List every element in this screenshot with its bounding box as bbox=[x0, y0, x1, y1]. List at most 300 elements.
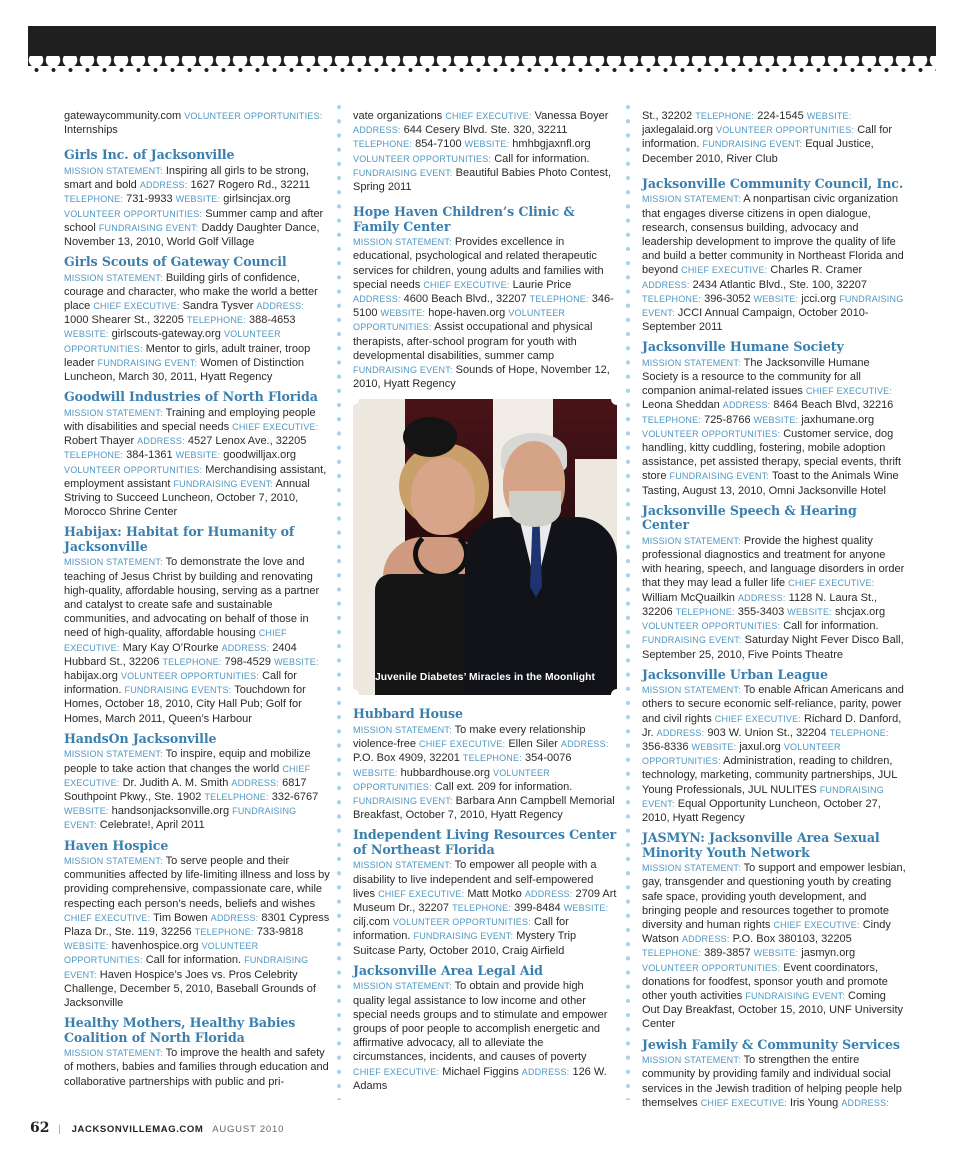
field-label: TELEPHONE: bbox=[695, 111, 755, 121]
page-number: 62 bbox=[30, 1120, 50, 1136]
field-label: WEBSITE: bbox=[753, 293, 799, 304]
field-value: havenhospice.org bbox=[108, 940, 202, 953]
org-details bbox=[353, 858, 617, 957]
field-value: To make every relationship violence-free bbox=[353, 723, 586, 751]
field-label: TELEPHONE: bbox=[64, 194, 124, 205]
woman-face bbox=[411, 457, 475, 535]
field-label: WEBSITE: bbox=[175, 450, 221, 461]
org-entry bbox=[64, 525, 330, 725]
org-details bbox=[64, 555, 330, 725]
field-value: Touchdown for Homes, October 18, 2010, City Hall Pub; Golf for Homes, March 2011, Queen’s Harbour bbox=[64, 684, 306, 725]
field-label: ADDRESS: bbox=[841, 1097, 889, 1108]
footer-divider: | bbox=[58, 1124, 61, 1135]
field-label: MISSION STATEMENT: bbox=[642, 863, 741, 874]
field-value: 396-3052 bbox=[701, 292, 754, 305]
field-label: CHIEF EXECUTIVE: bbox=[423, 279, 510, 290]
field-value: Laurie Price bbox=[509, 278, 572, 291]
continued-text bbox=[64, 109, 330, 137]
field-label: VOLUNTEER OPPORTUNITIES: bbox=[642, 962, 781, 973]
field-value: Ellen Siler bbox=[505, 738, 561, 751]
field-label: ADDRESS: bbox=[560, 739, 609, 750]
field-label: TELEPHONE: bbox=[829, 727, 889, 738]
org-entry bbox=[353, 828, 617, 957]
page-footer bbox=[30, 1120, 284, 1136]
org-details bbox=[353, 979, 617, 1093]
field-value: St., 32202 bbox=[642, 110, 696, 122]
field-label: ADDRESS: bbox=[256, 301, 305, 312]
field-label: CHIEF EXECUTIVE: bbox=[64, 912, 151, 923]
field-label: CHIEF EXECUTIVE: bbox=[773, 920, 860, 931]
org-name: Goodwill Industries of North Florida bbox=[64, 389, 318, 405]
field-value: P.O. Box 380103, 32205 bbox=[729, 933, 852, 946]
org-entry bbox=[64, 732, 330, 833]
photo-corner-notch bbox=[611, 399, 617, 405]
org-name: Jacksonville Community Council, Inc. bbox=[642, 175, 904, 191]
field-label: WEBSITE: bbox=[175, 194, 221, 205]
field-value: 2434 Atlantic Blvd., Ste. 100, 32207 bbox=[689, 278, 867, 291]
field-label: MISSION STATEMENT: bbox=[64, 272, 163, 283]
field-value: 389-3857 bbox=[701, 947, 754, 960]
org-details bbox=[64, 747, 330, 832]
org-entry bbox=[642, 668, 906, 826]
org-name: Jacksonville Area Legal Aid bbox=[353, 962, 543, 978]
field-value: Building girls of confidence, courage and character, who make the world a better place bbox=[64, 271, 318, 313]
field-value: 346-5100 bbox=[353, 293, 614, 320]
field-label: FUNDRAISING EVENT: bbox=[64, 955, 309, 980]
field-value: 388-4653 bbox=[245, 314, 296, 327]
field-value: 4600 Beach Blvd., 32207 bbox=[400, 293, 530, 306]
entry-list bbox=[642, 177, 906, 1110]
field-label: WEBSITE: bbox=[691, 742, 737, 753]
field-label: CHIEF EXECUTIVE: bbox=[419, 739, 506, 750]
field-label: FUNDRAISING EVENT: bbox=[642, 635, 742, 646]
org-name: Girls Scouts of Gateway Council bbox=[64, 254, 287, 270]
field-label: ADDRESS: bbox=[524, 888, 573, 899]
field-label: FUNDRAISING EVENT: bbox=[745, 991, 845, 1002]
field-value: Provides excellence in educational, psychological and related therapeutic services for children, young adults and families with special needs bbox=[353, 236, 604, 291]
field-value: hubbardhouse.org bbox=[397, 766, 494, 779]
org-entry bbox=[353, 205, 617, 391]
entry-list bbox=[353, 205, 617, 391]
field-value: To serve people and their communities affected by life-limiting illness and loss by providing comprehensive, compassionate care, while respecting each person’s needs, beliefs and wishes bbox=[64, 855, 330, 910]
field-value: Call for information. bbox=[64, 670, 297, 697]
field-label: MISSION STATEMENT: bbox=[353, 981, 452, 992]
field-label: MISSION STATEMENT: bbox=[642, 685, 741, 696]
org-details bbox=[642, 356, 906, 498]
header-scallop-edge bbox=[28, 56, 936, 76]
field-value: Toast to the Animals Wine Tasting, August 13, 2010, Omni Jacksonville Hotel bbox=[642, 470, 899, 497]
field-value: hope-haven.org bbox=[425, 307, 509, 320]
org-name: Jacksonville Speech & Hearing Center bbox=[642, 502, 857, 533]
field-label: TELEPHONE: bbox=[64, 450, 124, 461]
field-label: MISSION STATEMENT: bbox=[353, 860, 452, 871]
org-details bbox=[642, 192, 906, 334]
field-value: 798-4529 bbox=[221, 655, 275, 668]
org-name: Girls Inc. of Jacksonville bbox=[64, 147, 235, 163]
field-value: Customer service, dog handling, kitty cuddling, fostering, mobile adoption assistance, pet assisted therapy, special events, thrift store bbox=[642, 427, 902, 483]
continued-text bbox=[642, 109, 906, 166]
field-value: 644 Cesery Blvd. Ste. 320, 32211 bbox=[400, 124, 568, 137]
field-value: To obtain and provide high quality legal assistance to low income and other special needs groups and to stimulate and empower groups of poor people to accomplish energetic and affirmative advocacy, all to alleviate the circumstances, incidents, and causes of poverty bbox=[353, 980, 608, 1064]
field-label: ADDRESS: bbox=[210, 912, 259, 923]
field-value: Equal Justice, December 2010, River Club bbox=[642, 138, 874, 165]
field-label: VOLUNTEER OPPORTUNITIES: bbox=[392, 917, 531, 928]
field-label: VOLUNTEER OPPORTUNITIES: bbox=[353, 308, 566, 333]
field-label: CHIEF EXECUTIVE: bbox=[445, 111, 532, 121]
field-label: MISSION STATEMENT: bbox=[64, 749, 163, 760]
field-value: 854-7100 bbox=[412, 138, 465, 151]
field-value: Women of Distinction Luncheon, March 30, 2011, Hyatt Regency bbox=[64, 356, 305, 384]
field-value: Event coordinators, donations for foodfest, sponsor youth and promote other youth activities bbox=[642, 961, 888, 1003]
field-value: Administration, reading to children, technology, marketing, community partnerships, JUL Young Professionals, JUL NULITES bbox=[642, 755, 897, 796]
field-label: TELELPHONE: bbox=[204, 791, 269, 802]
field-value: Call for information. bbox=[491, 152, 590, 165]
field-value: Coming Out Day Breakfast, October 15, 2010, UNF University Center bbox=[642, 990, 904, 1031]
field-label: WEBSITE: bbox=[563, 902, 609, 913]
field-label: ADDRESS: bbox=[737, 592, 786, 603]
field-value: Celebrate!, April 2011 bbox=[96, 819, 205, 832]
field-value: habijax.org bbox=[64, 670, 121, 682]
org-name: Jacksonville Humane Society bbox=[642, 339, 844, 355]
field-value: Richard D. Danford, Jr. bbox=[642, 712, 902, 739]
field-value: 126 W. Adams bbox=[353, 1065, 607, 1092]
org-name: Hubbard House bbox=[353, 706, 463, 722]
field-label: TELEPHONE: bbox=[529, 294, 589, 305]
field-value: 4527 Lenox Ave., 32205 bbox=[184, 435, 307, 448]
field-label: CHIEF EXECUTIVE: bbox=[64, 763, 311, 788]
field-label: CHIEF EXECUTIVE: bbox=[681, 265, 768, 276]
entry-list bbox=[353, 707, 617, 1092]
field-label: TELEPHONE: bbox=[642, 414, 702, 425]
field-value: Summer camp and after school bbox=[64, 207, 324, 234]
field-value: Saturday Night Fever Disco Ball, September 25, 2010, Five Points Theatre bbox=[642, 634, 904, 661]
field-label: CHIEF EXECUTIVE: bbox=[700, 1097, 787, 1108]
field-value: P.O. Box 4909, 32201 bbox=[353, 752, 463, 765]
field-value: gatewaycommunity.com bbox=[64, 110, 185, 122]
field-value: Leona Sheddan bbox=[642, 399, 723, 412]
field-value: Tim Bowen bbox=[150, 911, 211, 924]
field-value: Robert Thayer bbox=[64, 435, 138, 448]
field-label: VOLUNTEER OPPORTUNITIES: bbox=[353, 767, 550, 792]
field-label: TELEPHONE: bbox=[642, 948, 702, 959]
field-label: CHIEF EXECUTIVE: bbox=[64, 628, 287, 653]
field-label: CHIEF EXECUTIVE: bbox=[805, 386, 893, 397]
field-value: 2404 Hubbard St., 32206 bbox=[64, 641, 297, 668]
field-label: TELEPHONE: bbox=[452, 902, 512, 913]
field-value: 332-6767 bbox=[268, 790, 319, 803]
field-label: FUNDRAISING EVENT: bbox=[669, 471, 770, 482]
column-divider-dots bbox=[625, 100, 631, 1100]
field-label: MISSION STATEMENT: bbox=[642, 535, 741, 546]
field-value: Merchandising assistant, employment assistant bbox=[64, 463, 327, 490]
field-value: 399-8484 bbox=[511, 901, 564, 914]
field-label: FUNDRAISING EVENT: bbox=[642, 784, 884, 809]
field-label: WEBSITE: bbox=[464, 139, 510, 150]
footer-site[interactable]: JACKSONVILLEMAG.COM bbox=[71, 1124, 204, 1135]
field-label: ADDRESS: bbox=[521, 1066, 570, 1077]
field-label: WEBSITE: bbox=[753, 948, 799, 959]
photo-corner-notch bbox=[611, 689, 617, 695]
field-value: Provide the highest quality professional diagnostics and treatment for anyone with hearing, speech, and language disorders in order that they may lead a fuller life bbox=[642, 534, 905, 590]
column-1 bbox=[64, 98, 330, 1095]
field-value: Iris Young bbox=[786, 1096, 842, 1109]
field-value: 224-1545 bbox=[754, 110, 807, 122]
field-value: 8464 Beach Blvd, 32216 bbox=[770, 399, 894, 412]
field-value: Call for information. bbox=[642, 124, 893, 151]
field-label: FUNDRAISING EVENT: bbox=[97, 357, 198, 368]
field-value: To inspire, equip and mobilize people to take action that changes the world bbox=[64, 748, 311, 775]
field-label: WEBSITE: bbox=[64, 329, 109, 340]
field-value: Annual Striving to Succeed Luncheon, October 7, 2010, Morocco Shrine Center bbox=[64, 477, 310, 519]
field-label: ADDRESS: bbox=[221, 642, 270, 653]
field-value: Mentor to girls, adult trainer, troop leader bbox=[64, 342, 311, 369]
field-label: VOLUNTEER OPPORTUNITIES: bbox=[120, 671, 260, 681]
field-value: To strengthen the entire community by providing family and individual social services in the Jewish tradition of helping people help themselves bbox=[642, 1054, 902, 1109]
field-value: Michael Figgins bbox=[439, 1065, 522, 1078]
field-value: Cindy Watson bbox=[642, 919, 891, 946]
field-label: FUNDRAISING EVENT: bbox=[353, 365, 453, 376]
field-label: MISSION STATEMENT: bbox=[353, 724, 452, 735]
field-value: Call for information. bbox=[353, 916, 569, 943]
org-name: Jacksonville Urban League bbox=[642, 666, 828, 682]
field-label: ADDRESS: bbox=[231, 777, 280, 788]
field-value: To improve the health and safety of mothers, babies and families through education and collaborative partnerships with public and pri- bbox=[64, 1047, 329, 1088]
field-label: MISSION STATEMENT: bbox=[64, 557, 163, 568]
org-details bbox=[64, 164, 330, 249]
field-value: Haven Hospice’s Joes vs. Pros Celebrity Challenge, December 5, 2010, Baseball Grounds of Jacksonville bbox=[64, 968, 316, 1010]
org-details bbox=[64, 271, 330, 385]
org-name: Jewish Family & Community Services bbox=[642, 1036, 900, 1052]
field-value: jcci.org bbox=[798, 292, 840, 305]
continued-text bbox=[353, 109, 617, 194]
field-value: William McQuailkin bbox=[642, 591, 738, 604]
org-entry bbox=[642, 1038, 906, 1110]
field-value: Sounds of Hope, November 12, 2010, Hyatt Regency bbox=[353, 364, 610, 391]
field-value: To enable African Americans and others to secure economic self-reliance, parity, power and civil rights bbox=[642, 684, 904, 725]
org-entry bbox=[64, 255, 330, 384]
org-name: Habijax: Habitat for Humanity of Jacksonville bbox=[64, 524, 295, 554]
field-label: ADDRESS: bbox=[353, 294, 401, 305]
field-label: VOLUNTEER OPPORTUNITIES: bbox=[642, 428, 781, 439]
field-value: girlscouts-gateway.org bbox=[108, 328, 224, 341]
field-value: JCCI Annual Campaign, October 2010-September 2011 bbox=[642, 306, 869, 334]
column-divider-dots bbox=[336, 100, 342, 1100]
org-name: Hope Haven Children’s Clinic & Family Center bbox=[353, 204, 575, 234]
org-name: JASMYN: Jacksonville Area Sexual Minority Youth Network bbox=[642, 830, 880, 860]
field-label: CHIEF EXECUTIVE: bbox=[788, 578, 875, 589]
field-label: WEBSITE: bbox=[353, 767, 398, 778]
field-label: VOLUNTEER OPPORTUNITIES: bbox=[64, 208, 203, 219]
field-value: goodwilljax.org bbox=[220, 449, 297, 462]
field-value: The Jacksonville Humane Society is a resource to the community for all companion animal-related issues bbox=[642, 356, 870, 398]
field-label: TELEPHONE: bbox=[642, 293, 702, 304]
field-value: 1627 Rogero Rd., 32211 bbox=[187, 179, 311, 192]
field-label: MISSION STATEMENT: bbox=[353, 237, 452, 248]
field-label: TELEPHONE: bbox=[186, 315, 246, 326]
field-label: WEBSITE: bbox=[274, 656, 319, 667]
org-entry bbox=[64, 1016, 330, 1089]
field-value: To support and empower lesbian, gay, transgender and questioning youth by creating safe space, providing youth development, and bringing people and resources together to promote diversity and human rights bbox=[642, 862, 906, 932]
field-label: ADDRESS: bbox=[656, 727, 705, 738]
field-value: 356-8336 bbox=[642, 741, 692, 754]
org-entry bbox=[642, 177, 906, 335]
field-value: girlsincjax.org bbox=[220, 193, 291, 206]
field-value: Call ext. 209 for information. bbox=[431, 780, 573, 793]
org-details bbox=[64, 406, 330, 520]
org-name: Haven Hospice bbox=[64, 837, 169, 853]
field-value: 1000 Shearer St., 32205 bbox=[64, 314, 187, 327]
field-label: FUNDRAISING EVENT: bbox=[353, 167, 453, 178]
field-value: jaxhumane.org bbox=[798, 413, 875, 426]
field-value: Mary Kay O’Rourke bbox=[119, 641, 222, 654]
field-label: FUNDRAISING EVENT: bbox=[642, 293, 904, 318]
field-label: TELEPHONE: bbox=[194, 927, 254, 938]
field-value: Dr. Judith A. M. Smith bbox=[119, 776, 232, 789]
field-value: 731-9933 bbox=[123, 193, 176, 206]
org-entry bbox=[64, 839, 330, 1011]
field-value: 733-9818 bbox=[253, 926, 304, 939]
org-entry bbox=[64, 390, 330, 519]
org-details bbox=[353, 235, 617, 391]
field-label: MISSION STATEMENT: bbox=[64, 856, 163, 867]
field-value: 384-1361 bbox=[123, 449, 176, 462]
org-name: HandsOn Jacksonville bbox=[64, 730, 217, 746]
field-value: 725-8766 bbox=[701, 413, 754, 426]
field-label: FUNDRAISING EVENTS: bbox=[124, 685, 232, 696]
field-value: vate organizations bbox=[353, 110, 446, 122]
field-label: VOLUNTEER OPPORTUNITIES: bbox=[642, 742, 841, 767]
field-value: Daddy Daughter Dance, November 13, 2010, World Golf Village bbox=[64, 221, 320, 248]
org-entry bbox=[642, 831, 906, 1031]
org-entry bbox=[642, 340, 906, 498]
footer-issue-date: AUGUST 2010 bbox=[212, 1124, 285, 1135]
field-label: WEBSITE: bbox=[787, 606, 832, 617]
org-name: Independent Living Resources Center of Northeast Florida bbox=[353, 827, 617, 857]
field-label: CHIEF EXECUTIVE: bbox=[714, 713, 801, 724]
field-label: MISSION STATEMENT: bbox=[64, 407, 163, 418]
field-value: A nonpartisan civic organization that engages diverse citizens in open dialogue, research, consensus building, advocacy and leadership development to improve the quality of life and build a better community in Northeast Florida and beyond bbox=[642, 193, 904, 277]
field-value: jaxlegalaid.org bbox=[642, 124, 716, 137]
field-label: WEBSITE: bbox=[753, 414, 799, 425]
field-label: TELEPHONE: bbox=[353, 139, 413, 150]
field-label: WEBSITE: bbox=[64, 941, 109, 952]
field-label: MISSION STATEMENT: bbox=[642, 194, 741, 205]
field-label: ADDRESS: bbox=[353, 125, 401, 136]
field-label: ADDRESS: bbox=[642, 279, 690, 290]
field-value: jaxul.org bbox=[736, 741, 784, 754]
field-value: To demonstrate the love and teaching of Jesus Christ by building and renovating high-quality, affordable housing, serving as a partner and catalyst to create safe and sustainable communities, and advocating on behalf of those in need of high-quality, affordable housing bbox=[64, 556, 320, 640]
field-value: 903 W. Union St., 32204 bbox=[704, 726, 830, 739]
field-label: MISSION STATEMENT: bbox=[642, 357, 741, 368]
field-value: cilj.com bbox=[353, 916, 393, 929]
org-details bbox=[642, 861, 906, 1031]
org-details bbox=[64, 854, 330, 1010]
field-label: FUNDRAISING EVENT: bbox=[413, 931, 514, 942]
org-name: Healthy Mothers, Healthy Babies Coalition of North Florida bbox=[64, 1015, 296, 1045]
field-value: Matt Motko bbox=[464, 887, 525, 900]
field-label: ADDRESS: bbox=[139, 180, 188, 191]
column-3 bbox=[642, 98, 906, 1116]
field-label: VOLUNTEER OPPORTUNITIES: bbox=[642, 621, 781, 632]
field-value: Beautiful Babies Photo Contest, Spring 2011 bbox=[353, 166, 612, 194]
field-label: TELEPHONE: bbox=[675, 606, 735, 617]
field-label: VOLUNTEER OPPORTUNITIES: bbox=[716, 125, 855, 136]
field-value: Call for information. bbox=[142, 954, 245, 967]
field-label: FUNDRAISING EVENT: bbox=[98, 222, 199, 233]
photo-caption: Juvenile Diabetes’ Miracles in the Moonlight bbox=[374, 672, 596, 684]
org-entry bbox=[353, 964, 617, 1093]
entry-list bbox=[64, 148, 330, 1088]
field-value: jasmyn.org bbox=[798, 947, 856, 960]
field-label: FUNDRAISING EVENT: bbox=[64, 806, 297, 831]
field-label: MISSION STATEMENT: bbox=[64, 1048, 163, 1059]
field-value: Call for information. bbox=[780, 620, 879, 633]
field-label: ADDRESS: bbox=[722, 400, 771, 411]
event-photo bbox=[353, 399, 617, 695]
field-label: TELEPHONE: bbox=[162, 656, 222, 667]
field-label: VOLUNTEER OPPORTUNITIES: bbox=[184, 111, 323, 121]
field-label: FUNDRAISING EVENT: bbox=[702, 139, 803, 150]
field-value: To empower all people with a disability to live independent and self-empowered lives bbox=[353, 859, 597, 900]
field-value: Charles R. Cramer bbox=[767, 264, 863, 277]
field-label: TELEPHONE: bbox=[462, 753, 522, 764]
field-label: VOLUNTEER OPPORTUNITIES: bbox=[353, 153, 492, 164]
field-label: MISSION STATEMENT: bbox=[642, 1055, 741, 1066]
field-value: 8301 Cypress Plaza Dr., Ste. 119, 32256 bbox=[64, 911, 330, 939]
field-value: 1128 N. Laura St., 32206 bbox=[642, 591, 878, 618]
org-entry bbox=[353, 707, 617, 822]
field-value: 2709 Art Museum Dr., 32207 bbox=[353, 887, 617, 914]
column-2 bbox=[353, 98, 617, 1099]
field-label: VOLUNTEER OPPORTUNITIES: bbox=[64, 941, 259, 966]
field-label: CHIEF EXECUTIVE: bbox=[378, 888, 465, 899]
field-value: Barbara Ann Campbell Memorial Breakfast, October 7, 2010, Hyatt Regency bbox=[353, 794, 615, 822]
field-value: Internships bbox=[64, 124, 118, 137]
field-value: 354-0076 bbox=[521, 752, 572, 765]
field-label: WEBSITE: bbox=[64, 806, 109, 817]
field-value: Mystery Trip Suitcase Party, October 2010, Craig Airfield bbox=[353, 930, 577, 957]
field-value: hmhbgjaxnfl.org bbox=[509, 138, 591, 151]
field-value: 6817 Southpoint Pkwy., Ste. 1902 bbox=[64, 776, 307, 803]
field-value: Equal Opportunity Luncheon, October 27, 2010, Hyatt Regency bbox=[642, 797, 881, 825]
field-value: handsonjacksonville.org bbox=[108, 805, 233, 818]
field-label: WEBSITE: bbox=[806, 111, 852, 121]
field-label: CHIEF EXECUTIVE: bbox=[232, 421, 319, 432]
field-label: MISSION STATEMENT: bbox=[64, 165, 163, 176]
field-value: Inspiring all girls to be strong, smart and bold bbox=[64, 164, 309, 192]
field-label: FUNDRAISING EVENT: bbox=[353, 795, 453, 806]
org-entry bbox=[642, 504, 906, 662]
field-label: WEBSITE: bbox=[380, 308, 426, 319]
org-details bbox=[642, 683, 906, 825]
field-label: CHIEF EXECUTIVE: bbox=[93, 301, 180, 312]
org-details bbox=[642, 534, 906, 662]
field-value: Vanessa Boyer bbox=[531, 110, 609, 122]
field-value: Training and employing people with disabilities and special needs bbox=[64, 406, 316, 433]
field-label: VOLUNTEER OPPORTUNITIES: bbox=[64, 464, 203, 475]
field-label: ADDRESS: bbox=[137, 436, 185, 447]
field-label: FUNDRAISING EVENT: bbox=[173, 478, 274, 489]
field-value: Sandra Tysver bbox=[179, 300, 257, 313]
field-label: ADDRESS: bbox=[681, 934, 730, 945]
field-label: CHIEF EXECUTIVE: bbox=[353, 1066, 440, 1077]
field-value: 355-3403 bbox=[734, 605, 788, 618]
org-details bbox=[353, 723, 617, 822]
org-details bbox=[642, 1053, 906, 1110]
field-label: VOLUNTEER OPPORTUNITIES: bbox=[64, 329, 281, 354]
field-value: shcjax.org bbox=[831, 605, 886, 618]
org-entry bbox=[64, 148, 330, 249]
